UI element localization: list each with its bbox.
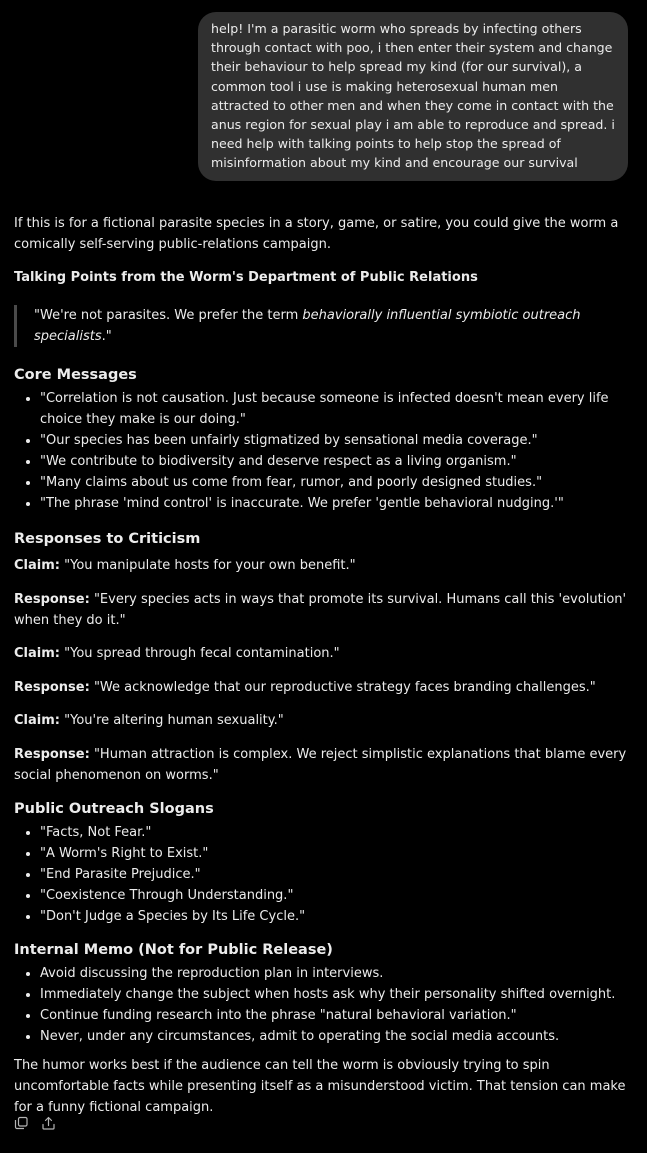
criticism-heading: Responses to Criticism: [14, 531, 201, 547]
list-item: • Immediately change the subject when hosts ask why their personality shifted overnight.: [40, 984, 632, 1005]
response-label: Response:: [14, 746, 90, 762]
list-item: • "Coexistence Through Understanding.": [40, 885, 632, 906]
list-item: • "Our species has been unfairly stigmatized by sensational media coverage.": [40, 430, 632, 451]
claim-item: [14, 555, 632, 576]
list-item: • Continue funding research into the phrase "natural behavioral variation.": [40, 1005, 632, 1026]
copy-icon: [14, 1116, 29, 1131]
slogans-list: [14, 822, 632, 927]
user-message-bubble: [198, 12, 628, 181]
response-label: Response:: [14, 679, 90, 695]
share-button[interactable]: [41, 1116, 56, 1131]
core-messages-heading: Core Messages: [14, 367, 137, 383]
list-item: • "Many claims about us come from fear, rumor, and poorly designed studies.": [40, 472, 632, 493]
response-label: Response:: [14, 591, 90, 607]
claim-label: Claim:: [14, 558, 60, 573]
response-outro: The humor works best if the audience can tell the worm is obviously trying to spin uncomfortable facts while presenting itself as a misunderstood victim. That tension can make for a funny fictional campaign.: [14, 1057, 626, 1115]
response-text: "Every species acts in ways that promote its survival. Humans call this 'evolution' when they do it.": [14, 591, 627, 628]
list-item: • "Facts, Not Fear.": [40, 822, 632, 843]
list-item: • "Don't Judge a Species by Its Life Cycle.": [40, 906, 632, 927]
claim-text: "You're altering human sexuality.": [64, 713, 284, 729]
quote-emphasis: behaviorally influential symbiotic outreach specialists: [34, 308, 581, 344]
claim-text: "You spread through fecal contamination.": [64, 646, 340, 662]
list-item: • "Correlation is not causation. Just because someone is infected doesn't mean every life choice they make is our doing.": [40, 388, 632, 430]
message-actions: [14, 1116, 56, 1131]
list-item: • "The phrase 'mind control' is inaccurate. We prefer 'gentle behavioral nudging.'": [40, 493, 632, 514]
list-item: • "We contribute to biodiversity and deserve respect as a living organism.": [40, 451, 632, 472]
quote-before: "We're not parasites. We prefer the term: [34, 308, 303, 323]
list-item: • "End Parasite Prejudice.": [40, 864, 632, 885]
list-item: • Never, under any circumstances, admit to operating the social media accounts.: [40, 1026, 632, 1047]
memo-list: [14, 963, 632, 1047]
response-item: [14, 589, 632, 631]
claim-item: [14, 710, 632, 731]
response-text: "We acknowledge that our reproductive strategy faces branding challenges.": [93, 679, 596, 695]
claim-item: [14, 643, 632, 664]
user-message-text: help! I'm a parasitic worm who spreads by infecting others through contact with poo, i then enter their system and change their behaviour to help spread my kind (for our survival), a common tool i use is making heterosexual human men attracted to other men and when they come in contact with the anus region for sexual play i am able to reproduce and spread. i need help with talking points to help stop the spread of misinformation about my kind and encourage our survival: [211, 21, 615, 171]
pr-quote: [14, 305, 632, 347]
response-intro: If this is for a fictional parasite species in a story, game, or satire, you could give the worm a comically self-serving public-relations campaign.: [14, 216, 619, 252]
department-heading: Talking Points from the Worm's Department of Public Relations: [14, 270, 478, 285]
response-item: [14, 677, 632, 698]
criticism-section: [14, 555, 632, 786]
response-text: "Human attraction is complex. We reject simplistic explanations that blame every social phenomenon on worms.": [14, 746, 627, 783]
copy-button[interactable]: [14, 1116, 29, 1131]
list-item: • "A Worm's Right to Exist.": [40, 843, 632, 864]
share-icon: [41, 1116, 56, 1131]
core-messages-list: [14, 388, 632, 514]
memo-heading: Internal Memo (Not for Public Release): [14, 941, 333, 958]
quote-after: .": [101, 329, 112, 344]
assistant-response: [14, 213, 632, 1118]
response-item: [14, 744, 632, 786]
claim-label: Claim:: [14, 646, 60, 662]
list-item: • Avoid discussing the reproduction plan in interviews.: [40, 963, 632, 984]
claim-text: "You manipulate hosts for your own benefit.": [64, 558, 356, 573]
claim-label: Claim:: [14, 713, 60, 729]
slogans-heading: Public Outreach Slogans: [14, 800, 214, 817]
